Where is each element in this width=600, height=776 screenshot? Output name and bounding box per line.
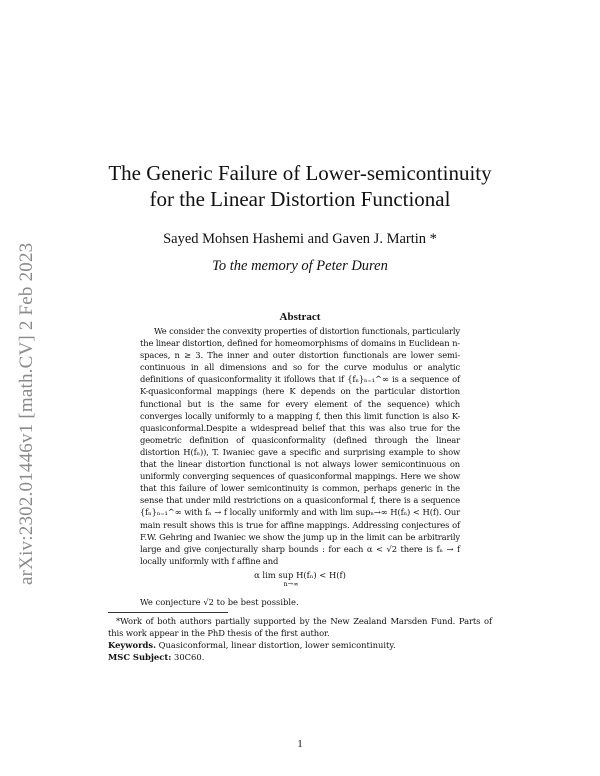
abstract-body: We consider the convexity properties of distortion functionals, particularly the linear distortion, defined for homeomorphisms of domains in Euclidean n-spaces, n ≥ 3. The inner and outer distortion functionals are lower semi-continuous in all dimensions and so for the curve modulus or analytic definitions of quasiconformality it ifollows that if {fₙ}ₙ₌₁^∞ is a sequence of K-quasiconformal mappings (here K depends on the particular distortion functional but is the same for every element of the sequence) which converges locally uniformly to a mapping f, then this limit function is also K-quasiconformal.Despite a widespread belief that this was also true for the geometric definition of quasiconformality (defined through the linear distortion H(fₙ)), T. Iwaniec gave a specific and surprising example to show that the linear distortion functional is not always lower semicontinuous on uniformly converging sequences of quasiconformal mappings. Here we show that this failure of lower semicontinuity is common, perhaps generic in the sense that under mild restrictions on a quasiconformal f, there is a sequence {fₙ}ₙ₌₁^∞ with fₙ → f locally uniformly and with lim supₙ→∞ H(fₙ) < H(f). Our main result shows this is true for affine mappings. Addressing conjectures of F.W. Gehring and Iwaniec we show the jump up in the limit can be arbitrarily large and give conjecturally sharp bounds : for each α < √2 there is fₙ → f locally uniformly with f affine and <box>140 326 460 566</box>
conjecture-line: We conjecture √2 to be best possible. <box>140 597 299 607</box>
authors: Sayed Mohsen Hashemi and Gaven J. Martin * <box>163 231 437 247</box>
page-number: 1 <box>297 738 303 750</box>
paper-title <box>0 160 600 212</box>
footnote-rule <box>108 612 228 613</box>
msc-line <box>108 652 508 662</box>
msc-label: MSC Subject: <box>108 652 172 662</box>
dedication: To the memory of Peter Duren <box>212 258 388 274</box>
keywords-label: Keywords. <box>108 640 156 650</box>
formula-expression: α lim sup H(fₙ) < H(f) <box>254 570 346 580</box>
abstract-heading: Abstract <box>279 311 321 323</box>
limsup-formula <box>0 570 600 588</box>
keywords-line <box>108 640 508 650</box>
keywords-text: Quasiconformal, linear distortion, lower semicontinuity. <box>158 640 396 650</box>
formula-subscript: n→∞ <box>283 580 299 588</box>
title-line-1: The Generic Failure of Lower-semicontinuity <box>108 161 492 185</box>
title-line-2: for the Linear Distortion Functional <box>149 187 451 211</box>
msc-text: 30C60. <box>173 652 205 662</box>
arxiv-identifier: arXiv:2302.01446v1 [math.CV] 2 Feb 2023 <box>16 242 37 585</box>
funding-footnote: *Work of both authors partially supported by the New Zealand Marsden Fund. Parts of this work appear in the PhD thesis of the first author. <box>108 616 492 639</box>
